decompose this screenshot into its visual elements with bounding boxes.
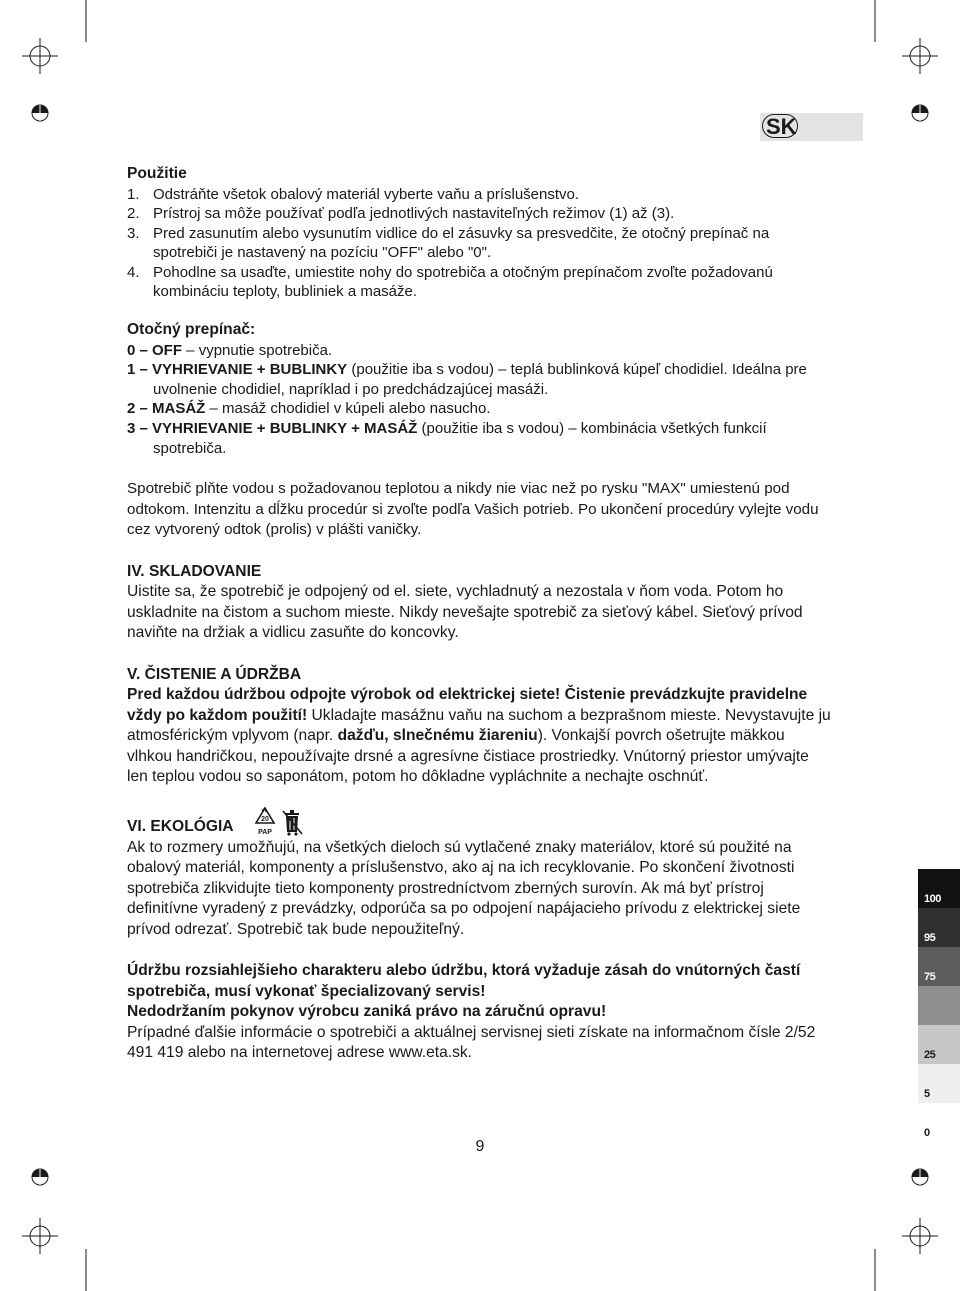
ecology-icons (252, 806, 304, 836)
usage-section (127, 164, 832, 302)
fill-instructions: Spotrebič plňte vodou s požadovanou teplotou a nikdy nie viac než po rysku "MAX" umiestenú pod odtokom. Intenzitu a dĺžku procedúr si zvoľte podľa Vašich potrieb. Po ukončení procedúry vylejte vodu cez vytvorený odtok (prolis) v plášti vaničky. (127, 480, 819, 539)
grayscale-swatch-label: 5 (924, 1088, 930, 1100)
grayscale-swatch-label: 75 (924, 971, 936, 983)
cleaning-section (127, 665, 832, 788)
switch-item: 2 – MASÁŽ – masáž chodidiel v kúpeli alebo nasucho. (127, 400, 491, 418)
service-warning: Údržbu rozsiahlejšieho charakteru alebo údržbu, ktorá vyžaduje zásah do vnútorných častí spotrebiča, musí vykonať špecializovaný servis! (127, 962, 801, 1000)
grayscale-swatch-label: 0 (924, 1127, 930, 1139)
warranty-warning: Nedodržaním pokynov výrobcu zaniká právo na záručnú opravu! (127, 1003, 607, 1021)
grayscale-swatch (918, 1025, 960, 1064)
switch-item: 3 – VYHRIEVANIE + BUBLINKY + MASÁŽ (použitie iba s vodou) – kombinácia všetkých funkcií spotrebiča. (127, 419, 767, 457)
recycle-paper-icon (252, 806, 278, 836)
trash-bin-icon (282, 808, 304, 836)
page-number: 9 (475, 1138, 485, 1155)
svg-text:20: 20 (260, 815, 269, 823)
page-content (127, 164, 832, 1064)
grayscale-control-strip (918, 869, 960, 1142)
usage-item: 2. Prístroj sa môže používať podľa jednotlivých nastaviteľných režimov (1) až (3). (127, 205, 675, 223)
usage-item: 1. Odstráňte všetok obalový materiál vyberte vaňu a príslušenstvo. (127, 185, 580, 203)
grayscale-swatch-label: 25 (924, 1049, 936, 1061)
usage-item: 3. Pred zasunutím alebo vysunutím vidlice do el zásuvky sa presvedčite, že otočný prepínač na spotrebiči je nastavený na pozíciu "OFF" alebo "0". (127, 224, 770, 262)
storage-section (127, 562, 832, 644)
grayscale-swatch (918, 908, 960, 947)
grayscale-swatch (918, 986, 960, 1025)
cleaning-heading: V. ČISTENIE A ÚDRŽBA (127, 665, 302, 683)
grayscale-swatch (918, 947, 960, 986)
grayscale-swatch-label: 100 (924, 893, 941, 905)
language-badge (760, 113, 863, 141)
grayscale-swatch (918, 1103, 960, 1142)
svg-text:PAP: PAP (257, 828, 272, 836)
grayscale-swatch (918, 1064, 960, 1103)
grayscale-swatch-label: 95 (924, 932, 936, 944)
switch-heading: Otočný prepínač: (127, 321, 256, 339)
language-code: SK (766, 114, 797, 139)
grayscale-swatch (918, 869, 960, 908)
usage-heading: Použitie (127, 165, 187, 182)
switch-section (127, 320, 832, 458)
usage-item: 4. Pohodlne sa usaďte, umiestite nohy do spotrebiča a otočným prepínačom zvoľte požadovanú kombináciu teploty, bubliniek a masáže. (127, 263, 773, 301)
switch-item: 0 – OFF – vypnutie spotrebiča. (127, 341, 333, 359)
ecology-heading: VI. EKOLÓGIA (127, 818, 234, 836)
ecology-text: Ak to rozmery umožňujú, na všetkých dieloch sú vytlačené znaky materiálov, ktoré sú použité na obalový materiál, komponenty a príslušenstvo, ako aj na ich recyklovanie. Po skončení životnosti spotrebiča zlikvidujte tieto komponenty prostredníctvom zberných surovín. Ak má byť prístroj definitívne vyradený z prevádzky, odporúča sa po odpojení napájacieho prívodu z elektrickej siete prívod odrezať. Spotrebič tak bude nepoužiteľný. (127, 838, 801, 938)
storage-heading: IV. SKLADOVANIE (127, 562, 262, 580)
cleaning-text: Pred každou údržbou odpojte výrobok od elektrickej siete! Čistenie prevádzkujte pravidelne vždy po každom použití! Ukladajte masážnu vaňu na suchom a bezprašnom mieste. Nevystavujte ju atmosférickým vplyvom (napr. dažďu, slnečnému žiareniu). Vonkajší povrch ošetrujte mäkkou vlhkou handričkou, nepoužívajte drsné a agresívne čistiace prostriedky. Vnútorný priestor umývajte len teplou vodou so saponátom, potom ho dôkladne vypláchnite a nechajte oschnúť. (127, 686, 831, 786)
storage-text: Uistite sa, že spotrebič je odpojený od el. siete, vychladnutý a nezostala v ňom voda. Potom ho uskladnite na čistom a suchom mieste. Nikdy nevešajte spotrebič za sieťový kábel. Sieťový prívod naviňte na držiak a vidlicu zasuňte do koncovky. (127, 583, 803, 642)
service-section (127, 961, 832, 1064)
ecology-section (127, 806, 832, 941)
switch-item: 1 – VYHRIEVANIE + BUBLINKY (použitie iba s vodou) – teplá bublinková kúpeľ chodidiel. Ideálna pre uvolnenie chodidiel, napríklad i po predchádzajúcej masáži. (127, 361, 807, 398)
service-info: Prípadné ďalšie informácie o spotrebiči a aktuálnej servisnej sieti získate na informačnom čísle 2/52 491 419 alebo na internetovej adrese www.eta.sk. (127, 1023, 816, 1062)
